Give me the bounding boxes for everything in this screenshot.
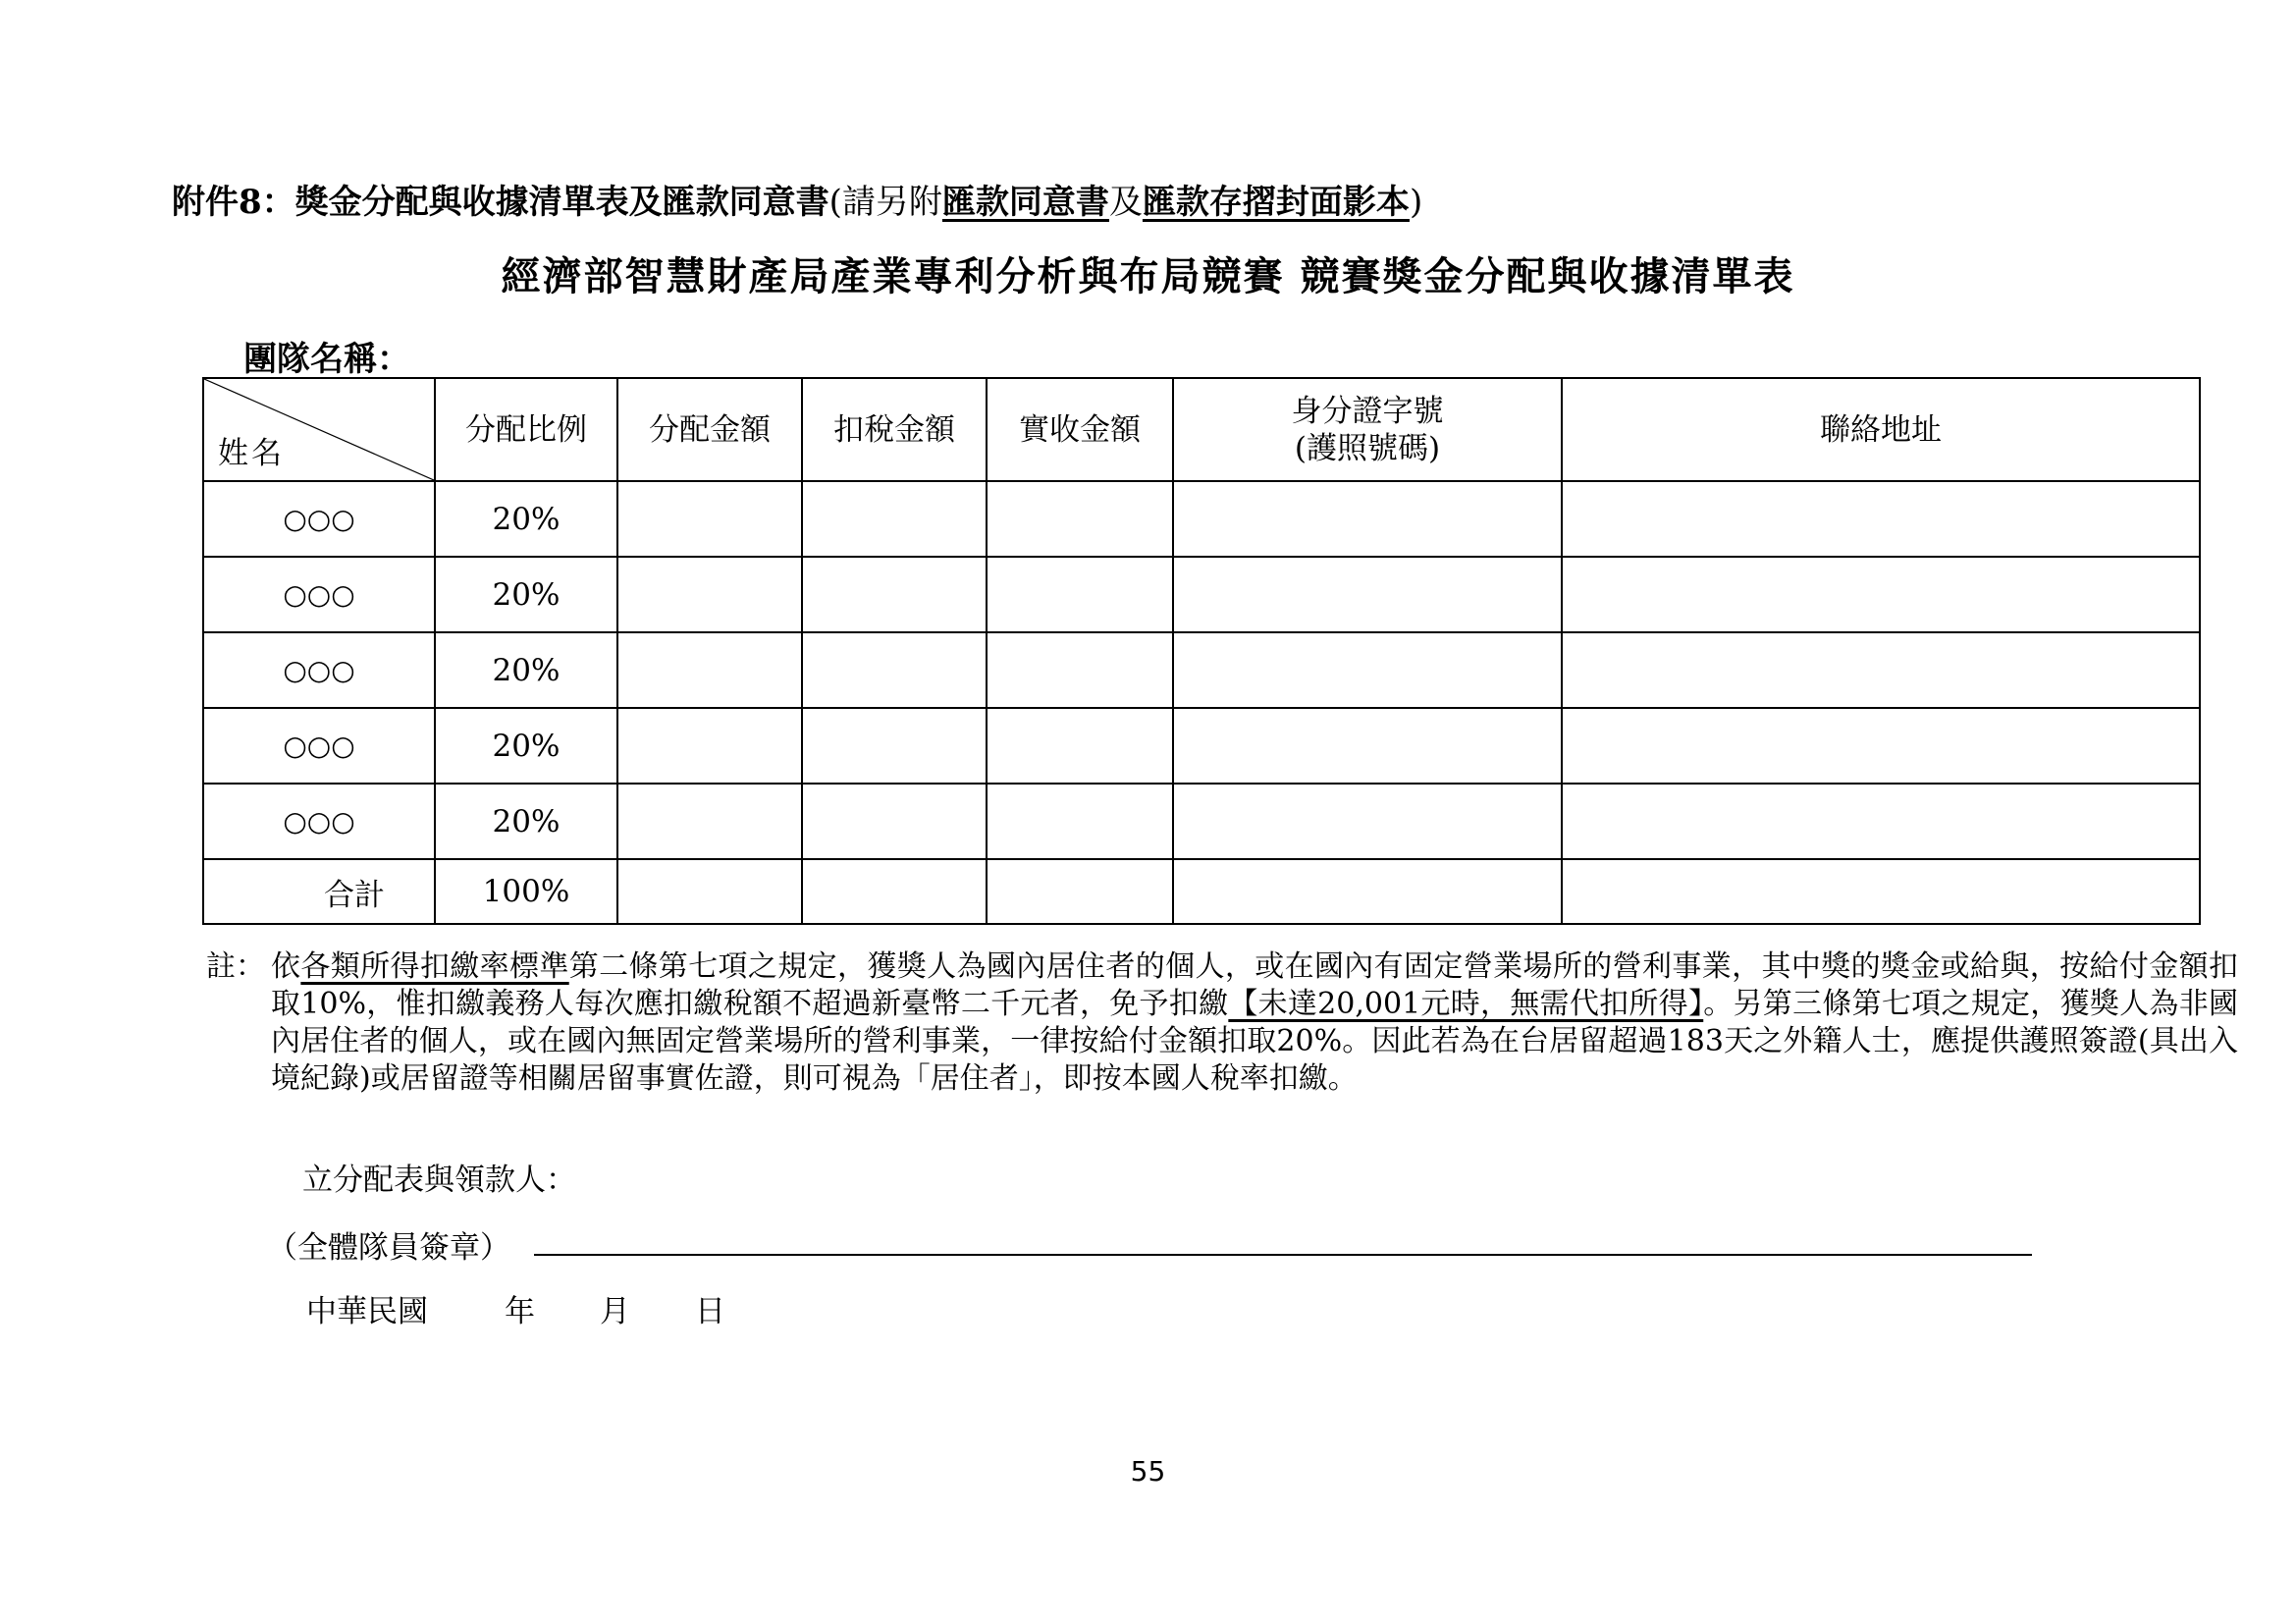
note-part2: 第二條第七項之規定，獲獎人為國內居住者的個人，或在國內有固定營業場所的營利事業，其中獎的獎金或給與，按給付金額扣取10%，惟扣繳義務人每次應扣繳稅額不超過新臺幣二千元者，免予扣繳 <box>271 949 2239 1021</box>
table-header-row <box>203 378 2200 481</box>
address-cell[interactable] <box>1562 481 2200 557</box>
amount-cell[interactable] <box>617 784 802 859</box>
date-era: 中華民國 <box>306 1294 428 1329</box>
header-id-line1: 身分證字號 <box>1291 393 1444 429</box>
attachment-label: 附件 <box>172 183 239 222</box>
signature-line[interactable] <box>534 1254 2032 1256</box>
header-ratio: 分配比例 <box>435 378 617 481</box>
ratio-cell: 20% <box>435 557 617 632</box>
amount-cell[interactable] <box>617 557 802 632</box>
id-number-cell[interactable] <box>1173 481 1562 557</box>
header-name-diagonal <box>203 378 435 481</box>
tax-cell[interactable] <box>802 557 987 632</box>
team-name-label: 團隊名稱： <box>243 340 410 379</box>
header-tax: 扣稅金額 <box>802 378 987 481</box>
attachment-conj: 及 <box>1108 183 1143 222</box>
ratio-cell: 20% <box>435 632 617 708</box>
attachment-item-remittance-consent: 匯款同意書 <box>941 183 1109 222</box>
amount-cell[interactable] <box>617 708 802 784</box>
attachment-heading <box>172 175 1422 223</box>
note-threshold-highlight: 【未達20,001元時，無需代扣所得】 <box>1228 987 1704 1021</box>
note-prefix: 註： <box>206 949 265 984</box>
date-day[interactable]: 日 <box>695 1294 725 1329</box>
date-line <box>306 1286 725 1330</box>
id-number-cell[interactable] <box>1173 708 1562 784</box>
member-name-cell[interactable]: ○○○ <box>203 557 435 632</box>
tax-cell[interactable] <box>802 632 987 708</box>
total-net-cell[interactable] <box>987 859 1173 924</box>
tax-cell[interactable] <box>802 784 987 859</box>
total-address-cell <box>1562 859 2200 924</box>
date-month[interactable]: 月 <box>600 1294 630 1329</box>
member-name-cell[interactable]: ○○○ <box>203 784 435 859</box>
allocation-table <box>202 377 2201 925</box>
signer-label: 立分配表與領款人： <box>302 1163 576 1198</box>
attachment-paren-open: ( <box>828 183 842 222</box>
header-amount: 分配金額 <box>617 378 802 481</box>
tax-cell[interactable] <box>802 708 987 784</box>
attachment-paren-close: ) <box>1409 183 1423 222</box>
total-tax-cell[interactable] <box>802 859 987 924</box>
attachment-item-passbook-copy: 匯款存摺封面影本 <box>1142 183 1410 222</box>
header-address: 聯絡地址 <box>1562 378 2200 481</box>
attachment-title: 獎金分配與收據清單表及匯款同意書 <box>294 183 829 222</box>
net-cell[interactable] <box>987 632 1173 708</box>
table-row <box>203 557 2200 632</box>
address-cell[interactable] <box>1562 708 2200 784</box>
attachment-number: 8 <box>239 183 262 222</box>
net-cell[interactable] <box>987 557 1173 632</box>
member-name-cell[interactable]: ○○○ <box>203 708 435 784</box>
ratio-cell: 20% <box>435 708 617 784</box>
id-number-cell[interactable] <box>1173 557 1562 632</box>
table-total-row <box>203 859 2200 924</box>
ratio-cell: 20% <box>435 481 617 557</box>
header-net: 實收金額 <box>987 378 1173 481</box>
amount-cell[interactable] <box>617 632 802 708</box>
address-cell[interactable] <box>1562 632 2200 708</box>
total-ratio: 100% <box>435 859 617 924</box>
header-id-line2: (護照號碼) <box>1294 430 1441 466</box>
amount-cell[interactable] <box>617 481 802 557</box>
header-id-number <box>1173 378 1562 481</box>
net-cell[interactable] <box>987 481 1173 557</box>
member-name-cell[interactable]: ○○○ <box>203 632 435 708</box>
note-body <box>271 948 2238 1098</box>
total-amount-cell[interactable] <box>617 859 802 924</box>
attachment-prefix: 請另附 <box>841 183 942 222</box>
total-id-cell <box>1173 859 1562 924</box>
note-part3: 。另第三條第七項之規定，獲獎人為非國內居住者的個人，或在國內無固定營業場所的營利事業，一律按給付金額扣取20%。因此若為在台居留超過183天之外籍人士，應提供護照簽證(具出入境紀錄)或居留證等相關居留事實佐證，則可視為「居住者」，即按本國人稅率扣繳。 <box>271 987 2238 1096</box>
header-name-label: 姓名 <box>218 436 285 471</box>
signature-label: （全體隊員簽章） <box>267 1230 510 1266</box>
table-row <box>203 708 2200 784</box>
page-number: 55 <box>1130 1455 1166 1488</box>
table-row <box>203 481 2200 557</box>
address-cell[interactable] <box>1562 784 2200 859</box>
net-cell[interactable] <box>987 784 1173 859</box>
ratio-cell: 20% <box>435 784 617 859</box>
table-row <box>203 784 2200 859</box>
net-cell[interactable] <box>987 708 1173 784</box>
note-part1: 依 <box>271 949 301 984</box>
member-name-cell[interactable]: ○○○ <box>203 481 435 557</box>
note-law-name: 各類所得扣繳率標準 <box>300 949 569 984</box>
id-number-cell[interactable] <box>1173 784 1562 859</box>
total-label: 合計 <box>203 859 435 924</box>
tax-note <box>206 948 2238 1098</box>
table-row <box>203 632 2200 708</box>
tax-cell[interactable] <box>802 481 987 557</box>
page-title: 經濟部智慧財產局產業專利分析與布局競賽 競賽獎金分配與收據清單表 <box>501 253 1795 299</box>
address-cell[interactable] <box>1562 557 2200 632</box>
attachment-colon: ： <box>261 183 295 222</box>
date-year[interactable]: 年 <box>505 1294 535 1329</box>
id-number-cell[interactable] <box>1173 632 1562 708</box>
